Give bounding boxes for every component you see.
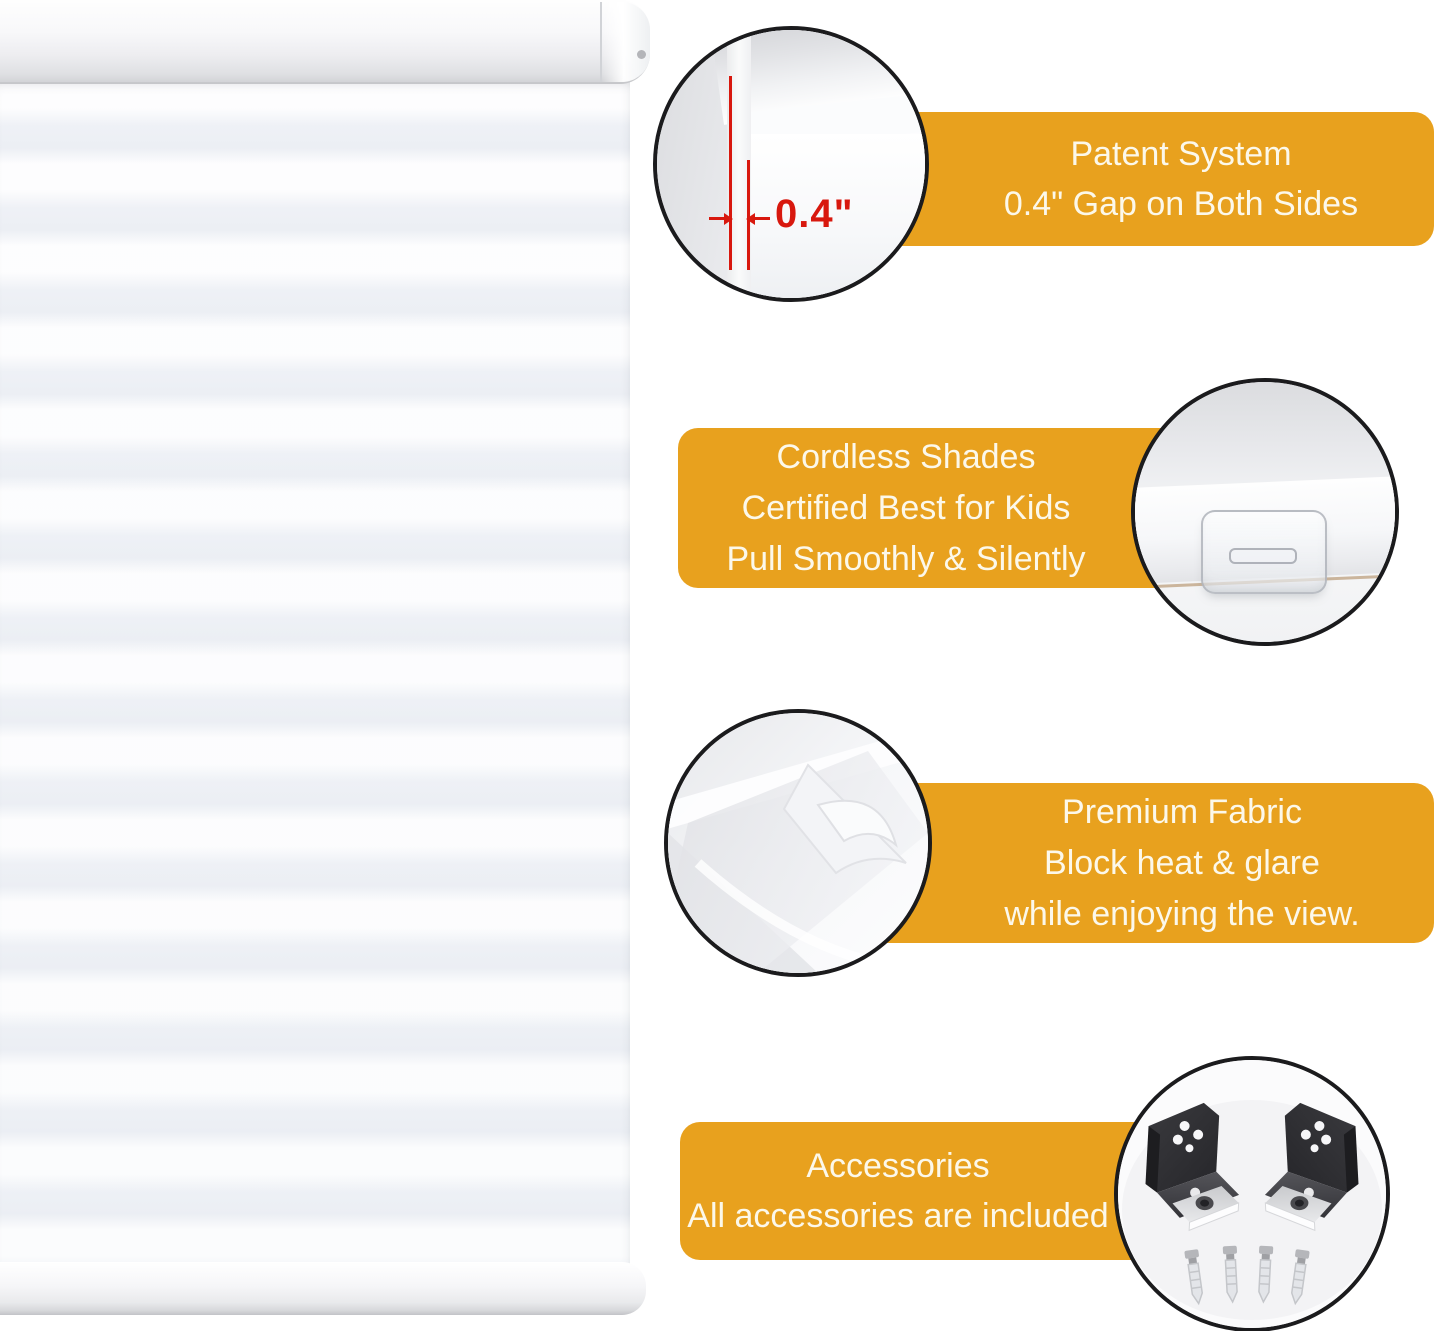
clear-pull-tab — [1201, 510, 1327, 594]
feature-banner-cordless — [678, 428, 1194, 588]
banner-line: 0.4" Gap on Both Sides — [1003, 185, 1359, 223]
feature-circle-accessories — [1114, 1056, 1390, 1331]
shade-fabric-panel — [0, 82, 630, 1264]
banner-line: Pull Smoothly & Silently — [726, 539, 1086, 578]
feature-circle-fabric — [664, 709, 932, 977]
measure-arrow-left-icon — [754, 217, 770, 220]
banner-line: Accessories — [806, 1147, 990, 1185]
banner-line: while enjoying the view. — [1004, 894, 1360, 933]
banner-text — [686, 1122, 1110, 1260]
feature-banner-patent-system — [870, 112, 1434, 246]
banner-text — [936, 783, 1428, 943]
banner-line: Certified Best for Kids — [741, 488, 1071, 527]
feature-circle-pull-tab — [1131, 378, 1399, 646]
feature-banner-premium-fabric — [868, 783, 1434, 943]
banner-line: Cordless Shades — [776, 437, 1036, 476]
banner-line: Block heat & glare — [1044, 843, 1320, 882]
measure-arrow-right-icon — [709, 217, 725, 220]
measure-line-wall — [729, 76, 732, 270]
feature-circle-gap-closeup — [653, 26, 929, 302]
banner-text — [684, 428, 1128, 588]
rail-end-cap — [600, 2, 650, 82]
rail-end-cap-pin — [637, 50, 646, 59]
pull-tab-slot — [1229, 548, 1297, 564]
banner-line: Patent System — [1070, 135, 1292, 173]
banner-line: Premium Fabric — [1062, 792, 1302, 831]
fabric-closeup-photo — [668, 713, 928, 973]
banner-text — [934, 112, 1428, 246]
gap-measurement-label: 0.4" — [775, 192, 854, 236]
banner-line: All accessories are included — [687, 1197, 1109, 1235]
accessories-photo — [1118, 1060, 1386, 1328]
pull-tab-closeup-photo — [1135, 382, 1395, 642]
shade-bottom-bar — [0, 1262, 646, 1315]
gap-closeup-photo — [657, 30, 925, 298]
feature-banner-accessories — [680, 1122, 1158, 1260]
shade-header-rail — [0, 0, 650, 84]
